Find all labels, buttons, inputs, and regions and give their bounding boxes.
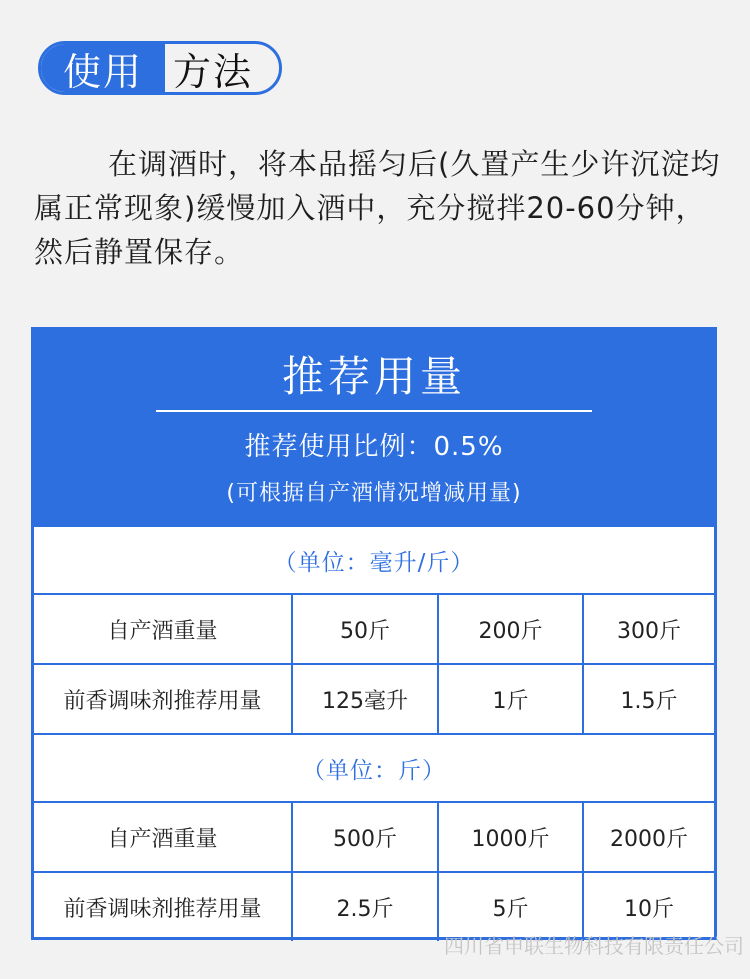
table-cell: 500斤 — [292, 802, 438, 872]
row-header: 前香调味剂推荐用量 — [34, 872, 292, 941]
card-title: 推荐用量 — [281, 352, 466, 401]
table-cell: 300斤 — [583, 594, 714, 664]
table-cell: 200斤 — [438, 594, 583, 664]
table-row — [34, 664, 714, 734]
company-watermark: 四川省申联生物科技有限责任公司 — [444, 934, 744, 958]
unit-label-2: （单位：斤） — [34, 734, 714, 802]
title-divider — [156, 410, 592, 412]
card-header — [34, 330, 714, 527]
recommended-dosage-card — [31, 327, 717, 940]
table-cell: 50斤 — [292, 594, 438, 664]
badge-left-label: 使用 — [41, 44, 165, 92]
unit-row-1 — [34, 527, 714, 594]
table-cell: 1.5斤 — [583, 664, 714, 734]
table-cell: 1000斤 — [438, 802, 583, 872]
table-cell: 125毫升 — [292, 664, 438, 734]
usage-ratio: 推荐使用比例：0.5% — [244, 432, 504, 462]
table-cell: 2000斤 — [583, 802, 714, 872]
row-header: 自产酒重量 — [34, 802, 292, 872]
table-cell: 5斤 — [438, 872, 583, 941]
row-header: 自产酒重量 — [34, 594, 292, 664]
table-cell: 10斤 — [583, 872, 714, 941]
usage-instructions: 在调酒时，将本品摇匀后(久置产生少许沉淀均属正常现象)缓慢加入酒中，充分搅拌20-60分钟，然后静置保存。 — [34, 147, 721, 269]
row-header: 前香调味剂推荐用量 — [34, 664, 292, 734]
table-row — [34, 802, 714, 872]
unit-label-1: （单位：毫升/斤） — [34, 527, 714, 594]
dosage-table — [34, 527, 714, 941]
section-badge — [38, 41, 282, 95]
table-cell: 2.5斤 — [292, 872, 438, 941]
badge-right-label: 方法 — [173, 49, 254, 94]
usage-note: (可根据自产酒情况增减用量) — [226, 481, 522, 506]
table-cell: 1斤 — [438, 664, 583, 734]
unit-row-2 — [34, 734, 714, 802]
table-row — [34, 594, 714, 664]
